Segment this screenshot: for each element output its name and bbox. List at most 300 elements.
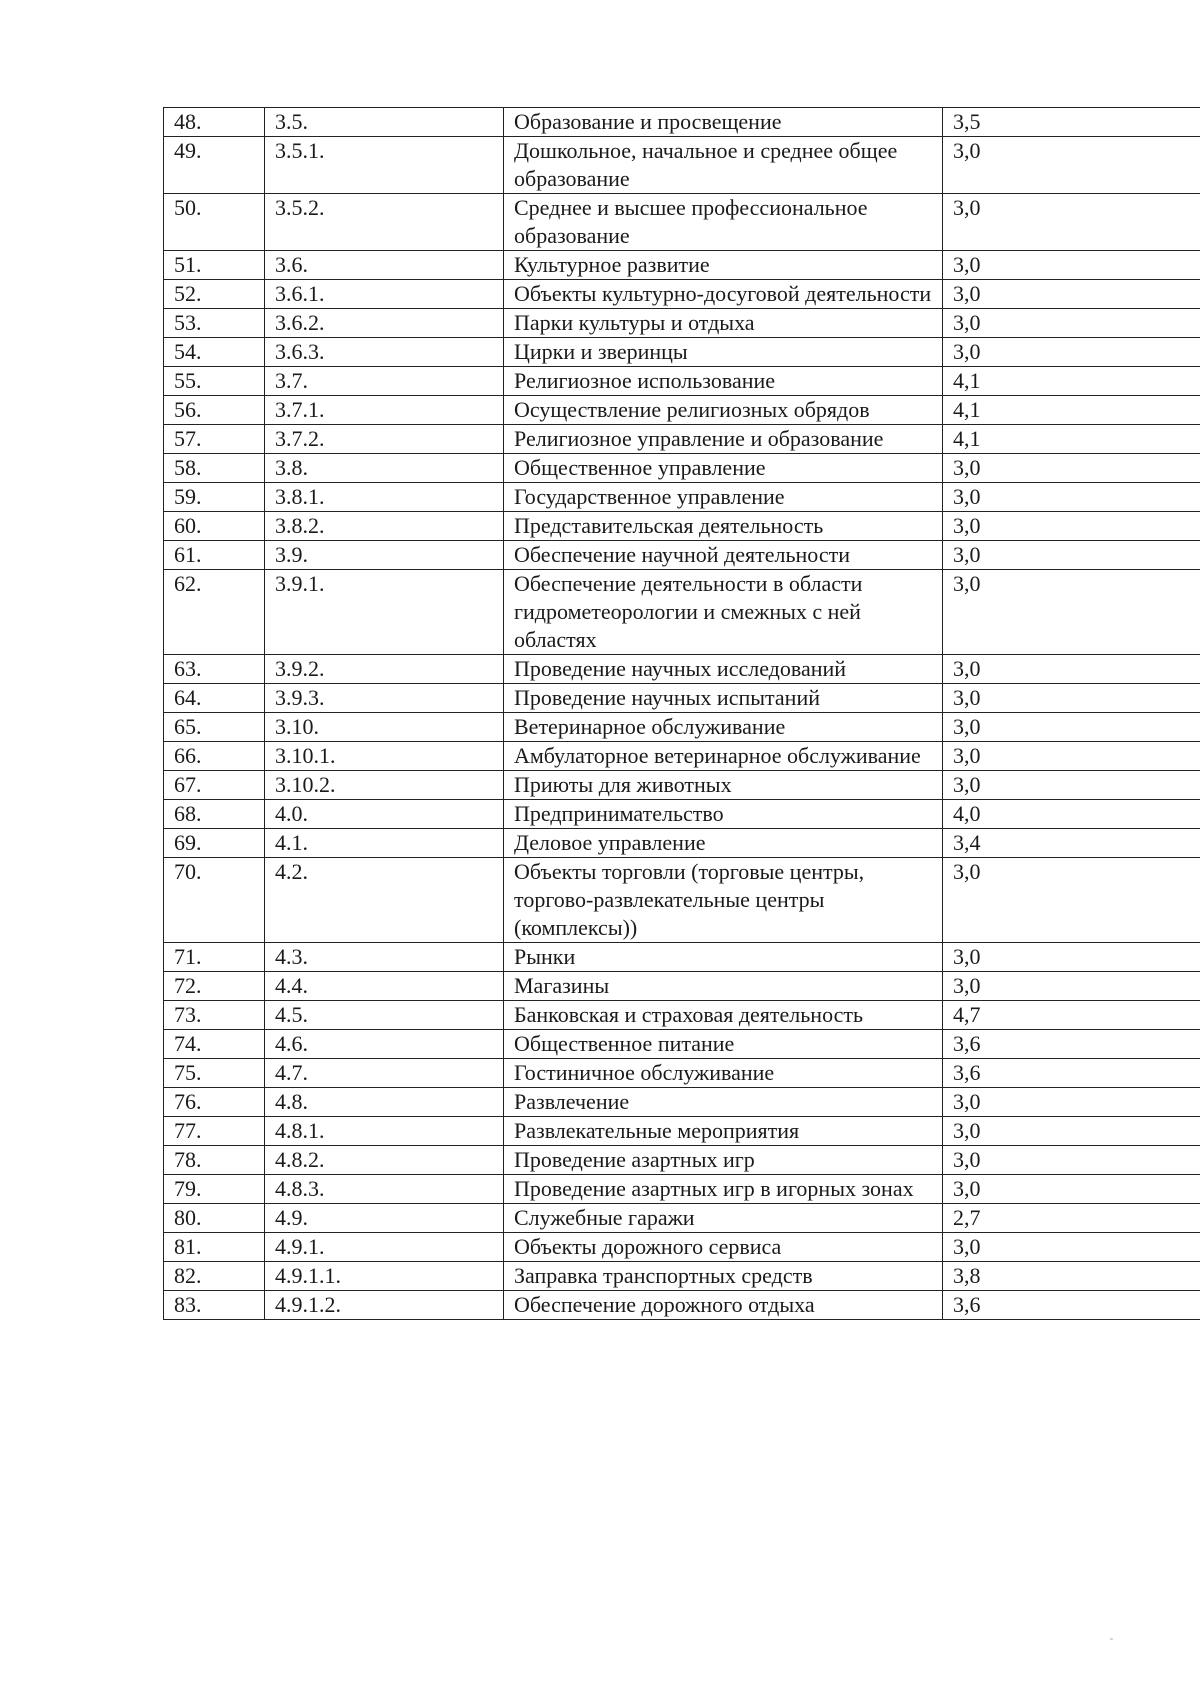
row-number-cell-text: 69.: [174, 830, 202, 855]
row-number-cell: [164, 1175, 265, 1204]
land-use-name-cell: [504, 1146, 943, 1175]
land-use-name-cell: [504, 1001, 943, 1030]
coefficient-value-cell-text: 3,5: [953, 109, 981, 134]
classifier-code-cell: [265, 742, 504, 771]
coefficient-value-cell-text: 3,0: [953, 513, 981, 538]
land-use-name-cell-text: Проведение азартных игр в игорных зонах: [514, 1176, 914, 1201]
classifier-code-cell: [265, 367, 504, 396]
coefficient-value-cell-text: 3,4: [953, 830, 981, 855]
row-number-cell: [164, 1146, 265, 1175]
coefficient-value-cell-text: 4,1: [953, 397, 981, 422]
land-use-name-cell: [504, 655, 943, 684]
coefficient-value-cell: [943, 483, 1200, 512]
row-number-cell: [164, 1204, 265, 1233]
row-number-cell: [164, 194, 265, 251]
land-use-name-cell-text: Деловое управление: [514, 830, 706, 855]
land-use-name-cell-text: Осуществление религиозных обрядов: [514, 397, 870, 422]
row-number-cell: [164, 1233, 265, 1262]
table-row: [164, 194, 1200, 251]
classifier-code-cell-text: 4.9.1.1.: [275, 1263, 341, 1288]
land-use-name-cell-text: Развлекательные мероприятия: [514, 1118, 800, 1143]
row-number-cell: [164, 1059, 265, 1088]
classifier-code-cell-text: 3.6.1.: [275, 281, 325, 306]
table-row: [164, 483, 1200, 512]
classifier-code-cell: [265, 1059, 504, 1088]
land-use-name-cell-text: Среднее и высшее профессиональное образование: [514, 195, 868, 248]
land-use-name-cell: [504, 829, 943, 858]
land-use-name-cell-text: Служебные гаражи: [514, 1205, 695, 1230]
land-use-name-cell-text: Обеспечение дорожного отдыха: [514, 1292, 815, 1317]
coefficient-value-cell-text: 3,0: [953, 195, 981, 220]
classifier-code-cell-text: 3.6.3.: [275, 339, 325, 364]
row-number-cell-text: 64.: [174, 685, 202, 710]
coefficient-value-cell-text: 3,0: [953, 973, 981, 998]
land-use-name-cell: [504, 367, 943, 396]
coefficient-value-cell: [943, 367, 1200, 396]
land-use-name-cell-text: Проведение азартных игр: [514, 1147, 755, 1172]
classifier-code-cell: [265, 829, 504, 858]
coefficient-value-cell: [943, 684, 1200, 713]
row-number-cell-text: 49.: [174, 138, 202, 163]
land-use-name-cell: [504, 1030, 943, 1059]
classifier-code-cell-text: 4.6.: [275, 1031, 308, 1056]
row-number-cell: [164, 137, 265, 194]
classifier-code-cell: [265, 972, 504, 1001]
coefficient-value-cell-text: 3,0: [953, 484, 981, 509]
table-row: [164, 137, 1200, 194]
table-row: [164, 1117, 1200, 1146]
coefficient-value-cell: [943, 713, 1200, 742]
table-row: [164, 338, 1200, 367]
classifier-code-cell-text: 4.0.: [275, 801, 308, 826]
table-row: [164, 713, 1200, 742]
classifier-code-cell-text: 3.8.: [275, 455, 308, 480]
land-use-name-cell-text: Обеспечение научной деятельности: [514, 542, 850, 567]
classifier-code-cell: [265, 570, 504, 655]
table-row: [164, 541, 1200, 570]
land-use-name-cell: [504, 972, 943, 1001]
table-row: [164, 684, 1200, 713]
row-number-cell-text: 80.: [174, 1205, 202, 1230]
classifier-code-cell-text: 4.4.: [275, 973, 308, 998]
classifier-code-cell-text: 3.10.2.: [275, 772, 336, 797]
coefficient-value-cell: [943, 1175, 1200, 1204]
coefficient-value-cell: [943, 1146, 1200, 1175]
row-number-cell-text: 60.: [174, 513, 202, 538]
land-use-name-cell: [504, 1262, 943, 1291]
classifier-code-cell: [265, 943, 504, 972]
land-use-name-cell: [504, 1059, 943, 1088]
classifier-code-cell: [265, 858, 504, 943]
classifier-code-cell: [265, 684, 504, 713]
row-number-cell: [164, 454, 265, 483]
row-number-cell-text: 81.: [174, 1234, 202, 1259]
coefficient-value-cell-text: 3,0: [953, 138, 981, 163]
row-number-cell: [164, 570, 265, 655]
table-row: [164, 858, 1200, 943]
classifier-code-cell-text: 4.9.1.: [275, 1234, 325, 1259]
classifier-code-cell-text: 4.8.1.: [275, 1118, 325, 1143]
classifier-code-cell: [265, 1088, 504, 1117]
row-number-cell-text: 52.: [174, 281, 202, 306]
table-row: [164, 425, 1200, 454]
row-number-cell: [164, 1088, 265, 1117]
table-row: [164, 1059, 1200, 1088]
classifier-code-cell: [265, 309, 504, 338]
land-use-name-cell-text: Гостиничное обслуживание: [514, 1060, 775, 1085]
classifier-code-cell-text: 4.7.: [275, 1060, 308, 1085]
classifier-code-cell: [265, 1030, 504, 1059]
classifier-code-cell: [265, 454, 504, 483]
classifier-code-cell: [265, 338, 504, 367]
coefficient-value-cell-text: 3,0: [953, 339, 981, 364]
land-use-name-cell: [504, 396, 943, 425]
coefficient-value-cell: [943, 309, 1200, 338]
row-number-cell: [164, 309, 265, 338]
row-number-cell: [164, 512, 265, 541]
classifier-code-cell-text: 4.8.2.: [275, 1147, 325, 1172]
coefficient-value-cell: [943, 280, 1200, 309]
classifier-code-cell: [265, 1291, 504, 1320]
coefficient-value-cell-text: 3,0: [953, 455, 981, 480]
classifier-code-cell-text: 3.9.3.: [275, 685, 325, 710]
coefficient-value-cell: [943, 137, 1200, 194]
coefficient-value-cell-text: 2,7: [953, 1205, 981, 1230]
table-row: [164, 108, 1200, 137]
coefficient-value-cell-text: 3,0: [953, 571, 981, 596]
classifier-code-cell-text: 3.7.1.: [275, 397, 325, 422]
table-row: [164, 396, 1200, 425]
coefficient-value-cell: [943, 1233, 1200, 1262]
land-use-name-cell: [504, 742, 943, 771]
land-use-name-cell-text: Общественное управление: [514, 455, 766, 480]
classifier-code-cell-text: 3.9.2.: [275, 656, 325, 681]
coefficient-value-cell: [943, 742, 1200, 771]
coefficient-value-cell-text: 3,6: [953, 1031, 981, 1056]
table-row: [164, 1233, 1200, 1262]
land-use-name-cell-text: Приюты для животных: [514, 772, 732, 797]
land-use-name-cell: [504, 309, 943, 338]
row-number-cell: [164, 338, 265, 367]
coefficient-value-cell-text: 3,0: [953, 542, 981, 567]
row-number-cell: [164, 655, 265, 684]
row-number-cell: [164, 1001, 265, 1030]
land-use-name-cell: [504, 800, 943, 829]
row-number-cell-text: 54.: [174, 339, 202, 364]
land-use-name-cell-text: Рынки: [514, 944, 576, 969]
coefficient-value-cell-text: 3,0: [953, 310, 981, 335]
coefficient-value-cell: [943, 338, 1200, 367]
classifier-code-cell: [265, 425, 504, 454]
row-number-cell-text: 76.: [174, 1089, 202, 1114]
table-row: [164, 829, 1200, 858]
row-number-cell: [164, 829, 265, 858]
classifier-code-cell: [265, 280, 504, 309]
land-use-name-cell-text: Амбулаторное ветеринарное обслуживание: [514, 743, 921, 768]
land-use-name-cell: [504, 684, 943, 713]
land-use-name-cell-text: Религиозное управление и образование: [514, 426, 884, 451]
coefficient-value-cell: [943, 1291, 1200, 1320]
row-number-cell: [164, 742, 265, 771]
coefficient-value-cell-text: 3,0: [953, 772, 981, 797]
classifier-code-cell-text: 4.8.3.: [275, 1176, 325, 1201]
coefficient-value-cell-text: 3,0: [953, 685, 981, 710]
table-row: [164, 771, 1200, 800]
row-number-cell: [164, 483, 265, 512]
table-row: [164, 1001, 1200, 1030]
coefficient-value-cell: [943, 1030, 1200, 1059]
land-use-name-cell-text: Проведение научных испытаний: [514, 685, 820, 710]
row-number-cell-text: 83.: [174, 1292, 202, 1317]
coefficient-value-cell-text: 3,8: [953, 1263, 981, 1288]
row-number-cell: [164, 800, 265, 829]
land-use-name-cell: [504, 280, 943, 309]
row-number-cell-text: 79.: [174, 1176, 202, 1201]
classifier-code-cell-text: 3.9.1.: [275, 571, 325, 596]
table-row: [164, 742, 1200, 771]
classifier-code-cell-text: 4.1.: [275, 830, 308, 855]
classifier-code-cell-text: 4.3.: [275, 944, 308, 969]
table-row: [164, 1088, 1200, 1117]
land-use-name-cell-text: Культурное развитие: [514, 252, 710, 277]
row-number-cell: [164, 684, 265, 713]
classifier-code-cell-text: 4.9.: [275, 1205, 308, 1230]
row-number-cell-text: 50.: [174, 195, 202, 220]
table-row: [164, 655, 1200, 684]
land-use-name-cell: [504, 943, 943, 972]
table-row: [164, 1030, 1200, 1059]
land-use-name-cell-text: Обеспечение деятельности в области гидрометеорологии и смежных с ней областях: [514, 571, 863, 652]
classifier-code-cell: [265, 1204, 504, 1233]
row-number-cell-text: 51.: [174, 252, 202, 277]
scan-artifact: [1110, 1638, 1113, 1640]
land-use-name-cell: [504, 251, 943, 280]
classifier-code-cell: [265, 541, 504, 570]
land-use-name-cell: [504, 338, 943, 367]
coefficient-value-cell: [943, 771, 1200, 800]
row-number-cell: [164, 396, 265, 425]
document-page: [163, 107, 1157, 1320]
classifier-code-cell: [265, 108, 504, 137]
row-number-cell-text: 53.: [174, 310, 202, 335]
coefficient-value-cell: [943, 1001, 1200, 1030]
land-use-name-cell: [504, 194, 943, 251]
row-number-cell-text: 73.: [174, 1002, 202, 1027]
coefficient-value-cell-text: 3,0: [953, 656, 981, 681]
row-number-cell-text: 71.: [174, 944, 202, 969]
coefficient-value-cell: [943, 425, 1200, 454]
row-number-cell-text: 56.: [174, 397, 202, 422]
land-use-name-cell-text: Религиозное использование: [514, 368, 776, 393]
coefficient-value-cell: [943, 194, 1200, 251]
classifier-code-cell: [265, 194, 504, 251]
row-number-cell-text: 62.: [174, 571, 202, 596]
coefficient-value-cell-text: 3,0: [953, 281, 981, 306]
row-number-cell-text: 48.: [174, 109, 202, 134]
land-use-name-cell: [504, 713, 943, 742]
classifier-code-cell-text: 3.5.: [275, 109, 308, 134]
classifier-code-cell: [265, 800, 504, 829]
row-number-cell-text: 77.: [174, 1118, 202, 1143]
classifier-code-cell: [265, 512, 504, 541]
coefficient-value-cell-text: 3,0: [953, 743, 981, 768]
land-use-name-cell-text: Общественное питание: [514, 1031, 735, 1056]
land-use-name-cell-text: Дошкольное, начальное и среднее общее образование: [514, 138, 898, 191]
land-use-name-cell-text: Проведение научных исследований: [514, 656, 847, 681]
coefficient-value-cell: [943, 512, 1200, 541]
coefficient-value-cell: [943, 800, 1200, 829]
row-number-cell: [164, 1030, 265, 1059]
land-use-name-cell-text: Объекты культурно-досуговой деятельности: [514, 281, 932, 306]
row-number-cell: [164, 972, 265, 1001]
land-use-name-cell-text: Представительская деятельность: [514, 513, 824, 538]
row-number-cell: [164, 943, 265, 972]
land-use-name-cell-text: Развлечение: [514, 1089, 630, 1114]
row-number-cell-text: 65.: [174, 714, 202, 739]
classifier-code-cell-text: 3.5.2.: [275, 195, 325, 220]
classifier-code-cell: [265, 1146, 504, 1175]
classifier-code-cell-text: 3.7.2.: [275, 426, 325, 451]
coefficient-value-cell-text: 3,0: [953, 1147, 981, 1172]
table-row: [164, 943, 1200, 972]
land-use-name-cell-text: Предпринимательство: [514, 801, 724, 826]
row-number-cell-text: 58.: [174, 455, 202, 480]
land-use-name-cell: [504, 512, 943, 541]
classifier-code-cell-text: 3.6.2.: [275, 310, 325, 335]
classifier-code-cell-text: 3.7.: [275, 368, 308, 393]
land-use-name-cell-text: Образование и просвещение: [514, 109, 782, 134]
row-number-cell-text: 66.: [174, 743, 202, 768]
coefficient-value-cell: [943, 454, 1200, 483]
classifier-code-cell-text: 3.8.2.: [275, 513, 325, 538]
classifier-code-cell-text: 4.5.: [275, 1002, 308, 1027]
row-number-cell: [164, 251, 265, 280]
classifier-code-cell: [265, 655, 504, 684]
row-number-cell: [164, 1291, 265, 1320]
land-use-name-cell: [504, 1291, 943, 1320]
coefficient-value-cell: [943, 251, 1200, 280]
row-number-cell-text: 55.: [174, 368, 202, 393]
row-number-cell: [164, 541, 265, 570]
coefficient-value-cell: [943, 829, 1200, 858]
coefficient-value-cell: [943, 1117, 1200, 1146]
coefficient-value-cell-text: 3,0: [953, 1234, 981, 1259]
coefficient-value-cell-text: 4,1: [953, 426, 981, 451]
coefficient-value-cell: [943, 541, 1200, 570]
table-body: [164, 108, 1200, 1320]
row-number-cell-text: 63.: [174, 656, 202, 681]
classifier-code-cell-text: 4.9.1.2.: [275, 1292, 341, 1317]
row-number-cell: [164, 108, 265, 137]
land-use-name-cell: [504, 425, 943, 454]
land-use-name-cell: [504, 858, 943, 943]
row-number-cell-text: 68.: [174, 801, 202, 826]
land-use-name-cell: [504, 1117, 943, 1146]
row-number-cell-text: 82.: [174, 1263, 202, 1288]
land-use-name-cell-text: Объекты торговли (торговые центры, торгово-развлекательные центры (комплексы)): [514, 859, 865, 940]
land-use-name-cell-text: Цирки и зверинцы: [514, 339, 688, 364]
row-number-cell-text: 67.: [174, 772, 202, 797]
land-use-name-cell-text: Заправка транспортных средств: [514, 1263, 813, 1288]
classifier-code-cell-text: 3.10.1.: [275, 743, 336, 768]
land-use-name-cell: [504, 137, 943, 194]
coefficient-value-cell-text: 3,0: [953, 1118, 981, 1143]
table-row: [164, 972, 1200, 1001]
coefficient-value-cell: [943, 1059, 1200, 1088]
row-number-cell-text: 78.: [174, 1147, 202, 1172]
table-row: [164, 280, 1200, 309]
land-use-name-cell: [504, 454, 943, 483]
coefficient-value-cell: [943, 396, 1200, 425]
coefficient-value-cell-text: 3,0: [953, 714, 981, 739]
row-number-cell-text: 70.: [174, 859, 202, 884]
coefficient-value-cell-text: 3,0: [953, 1176, 981, 1201]
classifier-code-cell-text: 3.10.: [275, 714, 319, 739]
coefficient-value-cell: [943, 943, 1200, 972]
classifier-code-cell-text: 4.8.: [275, 1089, 308, 1114]
classifier-code-cell: [265, 483, 504, 512]
table-row: [164, 367, 1200, 396]
classifier-code-cell-text: 3.5.1.: [275, 138, 325, 163]
classifier-code-cell: [265, 713, 504, 742]
table-row: [164, 1291, 1200, 1320]
table-row: [164, 454, 1200, 483]
table-row: [164, 800, 1200, 829]
coefficient-value-cell: [943, 655, 1200, 684]
classifier-code-cell-text: 3.8.1.: [275, 484, 325, 509]
row-number-cell-text: 61.: [174, 542, 202, 567]
row-number-cell: [164, 367, 265, 396]
row-number-cell-text: 57.: [174, 426, 202, 451]
table-row: [164, 1175, 1200, 1204]
coefficient-value-cell-text: 3,0: [953, 944, 981, 969]
coefficient-value-cell-text: 4,1: [953, 368, 981, 393]
land-use-name-cell: [504, 570, 943, 655]
land-use-name-cell: [504, 1204, 943, 1233]
table-row: [164, 1146, 1200, 1175]
land-use-name-cell-text: Магазины: [514, 973, 610, 998]
land-use-name-cell-text: Парки культуры и отдыха: [514, 310, 755, 335]
classifier-code-cell: [265, 251, 504, 280]
coefficient-value-cell-text: 4,0: [953, 801, 981, 826]
coefficient-value-cell: [943, 108, 1200, 137]
land-use-name-cell: [504, 108, 943, 137]
land-use-name-cell: [504, 483, 943, 512]
land-use-name-cell: [504, 1088, 943, 1117]
coefficient-value-cell-text: 4,7: [953, 1002, 981, 1027]
row-number-cell-text: 75.: [174, 1060, 202, 1085]
coefficient-value-cell-text: 3,0: [953, 1089, 981, 1114]
table-row: [164, 251, 1200, 280]
table-row: [164, 309, 1200, 338]
table-row: [164, 1262, 1200, 1291]
row-number-cell-text: 74.: [174, 1031, 202, 1056]
coefficient-value-cell-text: 3,0: [953, 859, 981, 884]
coefficient-value-cell: [943, 570, 1200, 655]
land-use-name-cell-text: Ветеринарное обслуживание: [514, 714, 786, 739]
coefficient-value-cell: [943, 972, 1200, 1001]
row-number-cell: [164, 713, 265, 742]
classifier-code-cell: [265, 1001, 504, 1030]
classifier-code-cell: [265, 396, 504, 425]
classifier-code-cell: [265, 1233, 504, 1262]
classifier-code-cell: [265, 1117, 504, 1146]
land-use-name-cell-text: Банковская и страховая деятельность: [514, 1002, 864, 1027]
row-number-cell: [164, 425, 265, 454]
table-row: [164, 512, 1200, 541]
row-number-cell: [164, 771, 265, 800]
classifier-code-cell: [265, 771, 504, 800]
